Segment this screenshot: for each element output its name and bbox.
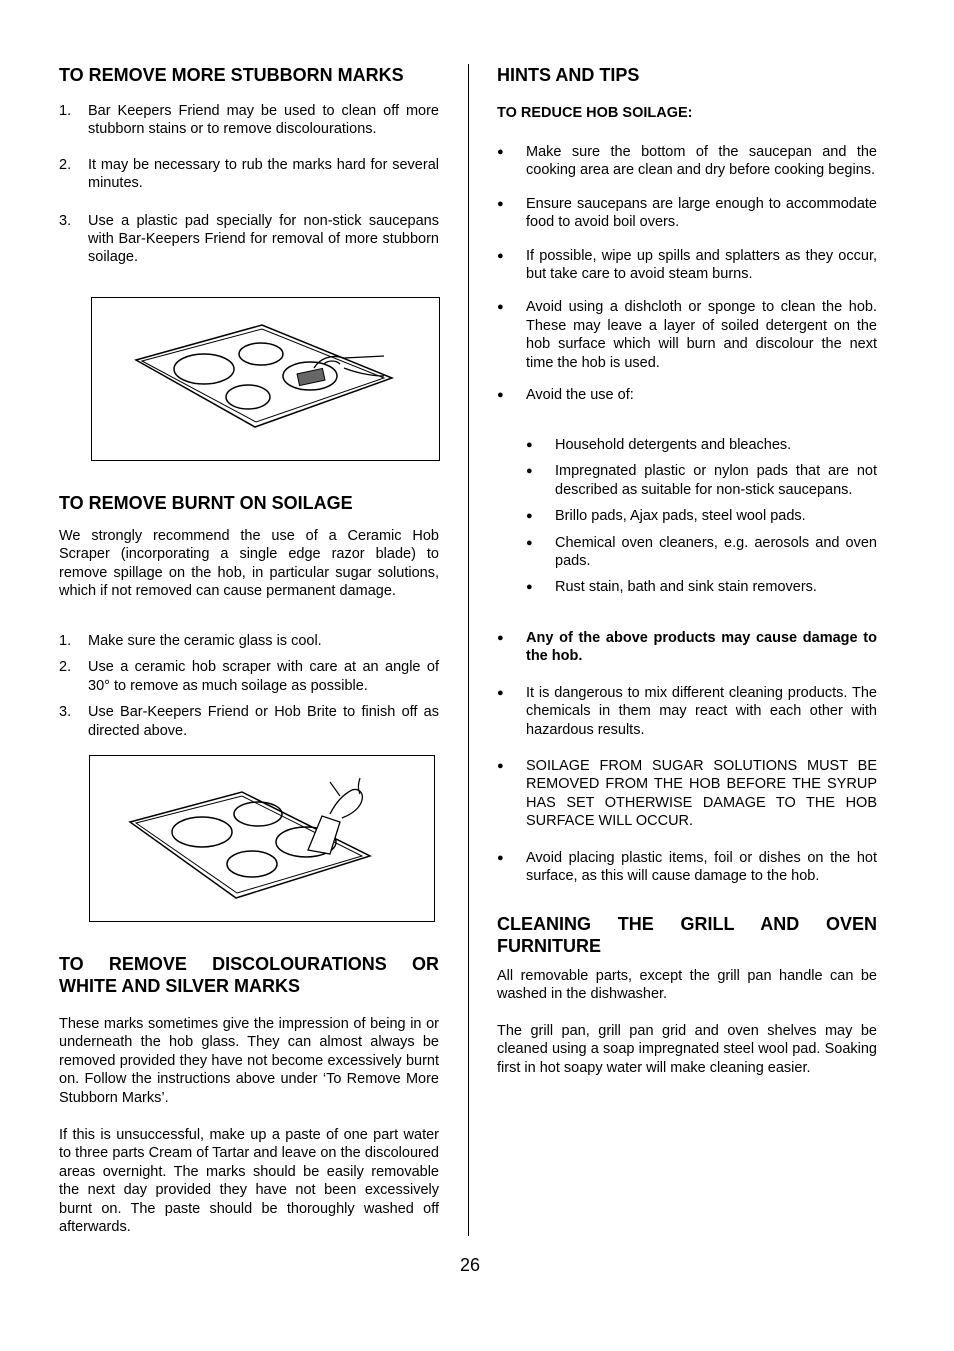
list-item — [59, 703, 439, 740]
list-number: 3. — [59, 704, 72, 721]
avoid-products-list — [526, 436, 877, 597]
hints-list-b — [497, 629, 877, 885]
heading-stubborn-marks: TO REMOVE MORE STUBBORN MARKS — [59, 65, 404, 85]
hob-scraper-drawing — [90, 756, 433, 920]
list-number: 1. — [59, 103, 72, 119]
list-item: ● Avoid the use of: — [497, 386, 877, 404]
burnt-soilage-intro: We strongly recommend the use of a Ceramic Hob Scraper (incorporating a single edge razor blade) to remove spillage on the hob, in particular sugar solutions, which if not removed can cause permanent damage. — [59, 528, 439, 600]
list-item — [59, 156, 439, 193]
stubborn-marks-list — [59, 102, 439, 267]
list-item — [59, 212, 439, 267]
list-item: ● If possible, wipe up spills and splatters as they occur, but take care to avoid steam burns. — [497, 247, 877, 284]
list-item: ● Chemical oven cleaners, e.g. aerosols and oven pads. — [526, 534, 877, 571]
grill-para-1: All removable parts, except the grill pan handle can be washed in the dishwasher. — [497, 968, 877, 1003]
list-number: 3. — [59, 212, 72, 229]
hob-scraper-illustration — [89, 755, 435, 922]
list-item: ● Rust stain, bath and sink stain removers. — [526, 578, 877, 596]
list-item: ● It is dangerous to mix different cleaning products. The chemicals in them may react with each other with hazardous results. — [497, 684, 877, 739]
list-text: Use Bar-Keepers Friend or Hob Brite to finish off as directed above. — [88, 704, 439, 739]
list-item: ● SOILAGE FROM SUGAR SOLUTIONS MUST BE REMOVED FROM THE HOB BEFORE THE SYRUP HAS SET OTHERWISE DAMAGE TO THE HOB SURFACE WILL OCCUR. — [497, 757, 877, 831]
list-item: ● Avoid using a dishcloth or sponge to clean the hob. These may leave a layer of soiled detergent on the hob surface which will burn and discolour the next time the hob is used. — [497, 298, 877, 372]
discolourations-para-1: These marks sometimes give the impression of being in or underneath the hob glass. They can almost always be removed provided they have not become excessively burnt on. Follow the instructions above under ‘To Remove More Stubborn Marks’. — [59, 1016, 439, 1106]
hob-pad-drawing — [92, 298, 438, 459]
page-number: 26 — [459, 1255, 481, 1275]
list-item: ● Impregnated plastic or nylon pads that are not described as suitable for non-stick saucepans. — [526, 462, 877, 499]
list-item: ● Any of the above products may cause damage to the hob. — [497, 629, 877, 666]
list-number: 1. — [59, 633, 72, 649]
list-item: ● Household detergents and bleaches. — [526, 436, 877, 454]
burnt-soilage-list — [59, 632, 439, 740]
column-divider — [468, 64, 469, 1236]
grill-para-2: The grill pan, grill pan grid and oven shelves may be cleaned using a soap impregnated steel wool pad. Soaking first in hot soapy water will make cleaning easier. — [497, 1023, 877, 1076]
list-item — [59, 102, 439, 139]
list-text: Make sure the ceramic glass is cool. — [88, 633, 322, 649]
list-text: Bar Keepers Friend may be used to clean off more stubborn stains or to remove discolourations. — [88, 103, 439, 138]
list-item: ● Ensure saucepans are large enough to accommodate food to avoid boil overs. — [497, 195, 877, 232]
heading-burnt-soilage: TO REMOVE BURNT ON SOILAGE — [59, 493, 353, 513]
list-item: ● Brillo pads, Ajax pads, steel wool pads. — [526, 507, 877, 525]
heading-discolourations: TO REMOVE DISCOLOURATIONS OR WHITE AND SILVER MARKS — [59, 954, 439, 996]
heading-grill-oven: CLEANING THE GRILL AND OVEN FURNITURE — [497, 914, 877, 956]
list-text: Use a plastic pad specially for non-stick saucepans with Bar-Keepers Friend for removal of more stubborn soilage. — [88, 212, 439, 266]
list-text: It may be necessary to rub the marks hard for several minutes. — [88, 156, 439, 192]
list-item — [59, 632, 439, 650]
hints-list-a — [497, 143, 877, 404]
list-number: 2. — [59, 659, 72, 676]
discolourations-para-2: If this is unsuccessful, make up a paste of one part water to three parts Cream of Tartar and leave on the discoloured areas overnight. The marks should be easily removable the next day provided they have not been excessively burnt on. The paste should be thoroughly washed off afterwards. — [59, 1127, 439, 1236]
list-item: ● Avoid placing plastic items, foil or dishes on the hot surface, as this will cause damage to the hob. — [497, 849, 877, 886]
hob-cleaning-pad-illustration — [91, 297, 440, 461]
subheading-reduce-soilage: TO REDUCE HOB SOILAGE: — [497, 105, 693, 121]
heading-hints-tips: HINTS AND TIPS — [497, 65, 640, 85]
list-text: Use a ceramic hob scraper with care at an angle of 30° to remove as much soilage as possible. — [88, 659, 439, 694]
list-number: 2. — [59, 156, 72, 173]
list-item: ● Make sure the bottom of the saucepan and the cooking area are clean and dry before cooking begins. — [497, 143, 877, 180]
list-item — [59, 658, 439, 695]
